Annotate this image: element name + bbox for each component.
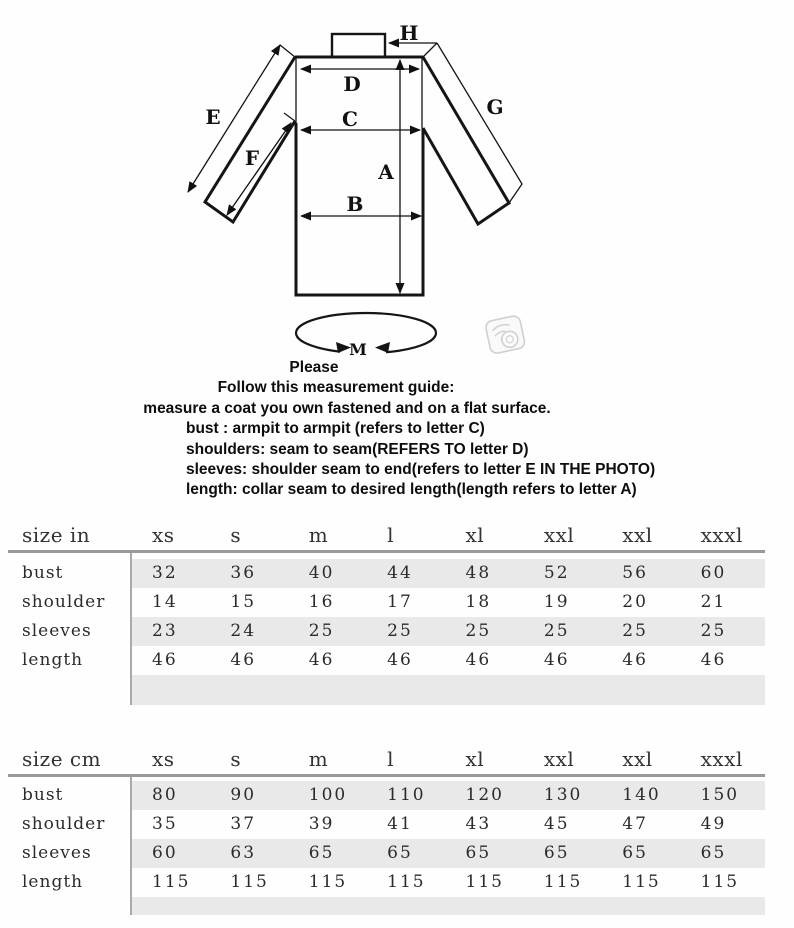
size-value-cell: 23 [152, 621, 178, 641]
size-value-cell: 25 [465, 621, 492, 641]
size-value-cell: 115 [622, 872, 661, 892]
size-value-cell: 65 [308, 843, 335, 863]
size-value-cell: 21 [700, 592, 727, 612]
size-value-cell: 115 [387, 872, 426, 892]
size-value-cell: 46 [152, 650, 178, 670]
size-value-cell: 90 [230, 785, 257, 805]
row-label: shoulder [22, 814, 106, 834]
size-value-cell: 100 [308, 785, 348, 805]
size-column-header: m [308, 523, 329, 547]
size-value-cell: 140 [622, 785, 661, 805]
size-column-header: xxxl [700, 747, 743, 771]
size-value-cell: 17 [387, 592, 413, 612]
row-label: bust [22, 563, 64, 583]
size-value-cell: 120 [465, 785, 504, 805]
size-value-cell: 115 [465, 872, 504, 892]
size-value-cell: 41 [387, 814, 413, 834]
size-value-cell: 24 [230, 621, 257, 641]
size-value-cell: 37 [230, 814, 257, 834]
label-e: E [205, 105, 221, 129]
size-value-cell: 60 [700, 563, 727, 583]
size-value-cell: 115 [230, 872, 269, 892]
size-column-header: xxl [543, 523, 575, 547]
size-value-cell: 44 [387, 563, 413, 583]
size-value-cell: 43 [465, 814, 492, 834]
measurement-diagram [0, 0, 794, 360]
size-value-cell: 25 [700, 621, 727, 641]
size-value-cell: 115 [543, 872, 583, 892]
size-value-cell: 115 [152, 872, 191, 892]
instruction-block [0, 358, 694, 501]
table-row-sleeves [8, 839, 765, 868]
size-value-cell: 130 [543, 785, 583, 805]
size-value-cell: 46 [465, 650, 492, 670]
size-value-cell: 65 [543, 843, 570, 863]
size-value-cell: 65 [700, 843, 727, 863]
size-column-header: xl [465, 747, 485, 771]
size-value-cell: 39 [308, 814, 335, 834]
unit-label: size in [22, 523, 91, 547]
table-row-length [8, 646, 765, 675]
label-d: D [343, 72, 361, 96]
instruction-intro: measure a coat you own fastened and on a flat surface. [143, 399, 551, 417]
size-column-header: xxl [622, 523, 653, 547]
label-c: C [342, 107, 358, 131]
size-value-cell: 46 [387, 650, 413, 670]
unit-label: size cm [22, 747, 102, 771]
size-value-cell: 65 [387, 843, 413, 863]
size-value-cell: 25 [387, 621, 413, 641]
size-value-cell: 25 [308, 621, 335, 641]
size-value-cell: 63 [230, 843, 257, 863]
size-value-cell: 65 [465, 843, 492, 863]
instruction-sleeves: sleeves: shoulder seam to end(refers to letter E IN THE PHOTO) [186, 461, 656, 479]
table-body [8, 781, 765, 915]
size-value-cell: 46 [308, 650, 335, 670]
size-column-header: l [387, 747, 395, 771]
size-value-cell: 25 [622, 621, 648, 641]
label-g: G [486, 95, 504, 119]
table-header-row [8, 744, 765, 774]
size-value-cell: 45 [543, 814, 570, 834]
label-b: B [346, 192, 364, 216]
row-label: sleeves [22, 621, 92, 641]
size-value-cell: 19 [543, 592, 570, 612]
size-value-cell: 49 [700, 814, 727, 834]
table-row-shoulder [8, 810, 765, 839]
table-filler-strip [8, 897, 765, 915]
size-column-header: l [387, 523, 395, 547]
row-label: length [22, 650, 84, 670]
size-table-inches [8, 520, 765, 705]
size-value-cell: 16 [308, 592, 335, 612]
size-value-cell: 36 [230, 563, 257, 583]
instruction-subtitle: Follow this measurement guide: [217, 379, 455, 397]
size-value-cell: 15 [230, 592, 257, 612]
table-header-row [8, 520, 765, 550]
size-value-cell: 46 [230, 650, 257, 670]
table-row-length [8, 868, 765, 897]
size-value-cell: 60 [152, 843, 178, 863]
table-row-bust [8, 781, 765, 810]
size-value-cell: 48 [465, 563, 492, 583]
size-value-cell: 47 [622, 814, 648, 834]
size-value-cell: 40 [308, 563, 335, 583]
size-value-cell: 65 [622, 843, 648, 863]
table-column-divider [130, 777, 132, 915]
size-value-cell: 56 [622, 563, 648, 583]
row-label: bust [22, 785, 64, 805]
instruction-length: length: collar seam to desired length(length refers to letter A) [186, 481, 637, 499]
size-column-header: xxl [543, 747, 575, 771]
row-label: length [22, 872, 84, 892]
size-column-header: xxl [622, 747, 653, 771]
size-column-header: s [230, 523, 242, 547]
size-value-cell: 32 [152, 563, 178, 583]
size-value-cell: 150 [700, 785, 740, 805]
table-filler-strip [8, 675, 765, 705]
collar-shape [332, 34, 385, 57]
watermark-stamp-icon [485, 315, 526, 355]
size-column-header: xl [465, 523, 485, 547]
size-column-header: xs [152, 523, 175, 547]
table-column-divider [130, 553, 132, 705]
size-value-cell: 52 [543, 563, 570, 583]
row-label: sleeves [22, 843, 92, 863]
size-value-cell: 14 [152, 592, 178, 612]
size-value-cell: 46 [622, 650, 648, 670]
instruction-bust: bust : armpit to armpit (refers to letter C) [186, 420, 485, 438]
row-label: shoulder [22, 592, 106, 612]
label-f: F [244, 146, 260, 170]
table-body [8, 559, 765, 705]
size-value-cell: 80 [152, 785, 178, 805]
size-table-cm [8, 744, 765, 915]
size-value-cell: 115 [308, 872, 348, 892]
label-m: M [349, 340, 367, 359]
size-value-cell: 110 [387, 785, 426, 805]
label-a: A [378, 160, 394, 184]
size-column-header: s [230, 747, 242, 771]
size-column-header: xxxl [700, 523, 743, 547]
size-value-cell: 46 [543, 650, 570, 670]
table-row-bust [8, 559, 765, 588]
table-row-shoulder [8, 588, 765, 617]
size-column-header: m [308, 747, 329, 771]
size-value-cell: 25 [543, 621, 570, 641]
size-value-cell: 115 [700, 872, 740, 892]
size-value-cell: 46 [700, 650, 727, 670]
size-value-cell: 20 [622, 592, 648, 612]
instruction-shoulders: shoulders: seam to seam(REFERS TO letter D) [186, 440, 529, 458]
size-column-header: xs [152, 747, 175, 771]
size-value-cell: 35 [152, 814, 178, 834]
table-row-sleeves [8, 617, 765, 646]
instruction-title: Please [289, 359, 339, 376]
label-h: H [399, 21, 419, 45]
size-value-cell: 18 [465, 592, 492, 612]
